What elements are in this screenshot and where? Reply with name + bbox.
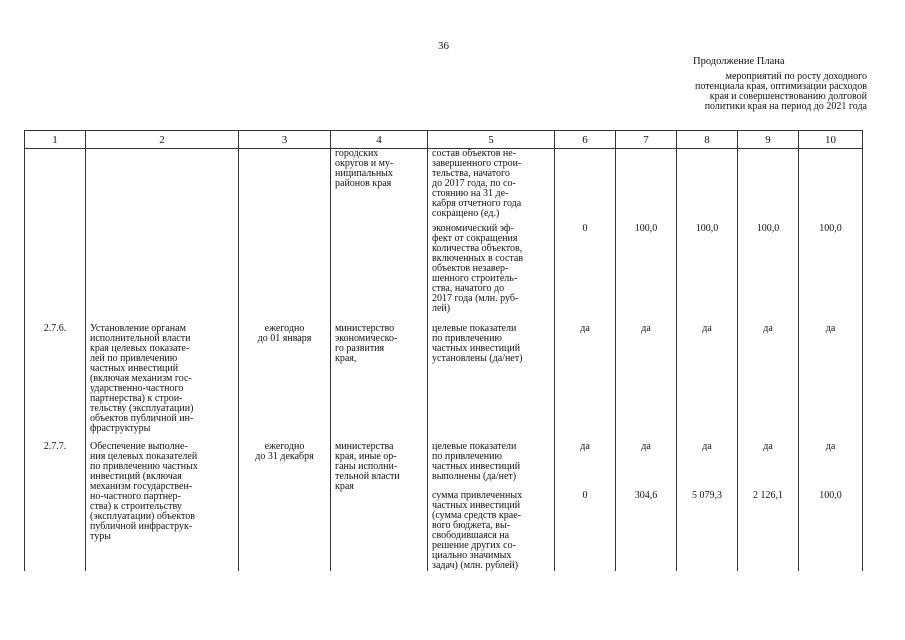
column-header: 9 [738,131,799,149]
text-line: экономический эф- [432,223,514,234]
text-line: установлены (да/нет) [432,353,523,364]
text-line: Установление органам [90,323,186,334]
text-line: ниципальных [335,168,393,179]
subtitle-line: потенциала края, оптимизации расходов [694,81,867,92]
plan-subtitle [655,72,867,112]
column-header: 3 [239,131,331,149]
row-number: 2.7.6. [25,324,86,442]
value: 0 [582,490,588,501]
executor-cell [331,324,428,442]
value-cell [738,442,799,571]
value: да [763,441,773,452]
indicator-cell [428,324,555,442]
text-line: задач) (млн. рублей) [432,560,519,571]
text-line: стоянию на 31 де- [432,188,509,199]
table-row [25,149,863,325]
value-cell: да [555,324,616,442]
column-header: 1 [25,131,86,149]
value: 0 [582,223,588,234]
text-line: ежегодно [264,323,305,334]
text-line: Обеспечение выполне- [90,441,188,452]
subtitle-line: края и совершенствованию долговой [709,91,867,102]
text-line: объектов незавер- [432,263,509,274]
text-line: туры [90,531,111,542]
text-line: министерство [335,323,395,334]
value: 100,0 [756,223,780,234]
text-line: ства) к строительству [90,501,182,512]
text-line: тельству (эксплуатации) [90,403,194,414]
deadline-cell [239,442,331,571]
value-cell [555,442,616,571]
text-line: районов края [335,178,392,189]
text-line: исполнительной власти [90,333,191,344]
text-line: ударственно-частного [90,383,184,394]
text-line: целевые показатели [432,323,517,334]
text-line: края целевых показате- [90,343,190,354]
column-number-row [25,131,863,149]
value-cell [555,149,616,325]
value: да [825,441,836,452]
text-line: экономическо- [335,333,398,344]
executor-cell [331,149,428,325]
description-cell [86,324,239,442]
value: да [702,441,712,452]
text-line: (включая механизм гос- [90,373,192,384]
column-header: 2 [86,131,239,149]
text-line: но-частного партнер- [90,491,181,502]
text-line: округов и му- [335,158,394,169]
text-line: го развития [335,343,385,354]
value: 5 079,3 [692,490,722,501]
indicator-cell [428,149,555,325]
text-line: частных инвестиций [432,500,521,511]
text-line: (эксплуатации) объектов [90,511,196,522]
continuation-title: Продолжение Плана [693,56,785,67]
text-line: частных инвестиций [432,461,521,472]
value-cell [616,149,677,325]
text-line: лей по привлечению [90,353,178,364]
text-line: состав объектов не- [432,148,517,159]
text-line: городских [335,148,379,159]
text-line: ежегодно [264,441,305,452]
text-line: до 2017 года, по со- [432,178,516,189]
indicator-block [432,491,550,571]
text-line: решение других со- [432,540,516,551]
indicator-cell [428,442,555,571]
text-line: министерства [335,441,394,452]
text-line: края, [335,353,357,364]
value: 100,0 [819,223,842,234]
text-line: по привлечению [432,451,502,462]
text-line: свободившаяся на [432,530,510,541]
text-line: завершенного строи- [432,158,522,169]
value-cell [677,442,738,571]
value: 304,6 [634,490,658,501]
text-line: количества объектов, [432,243,523,254]
value-cell: да [616,324,677,442]
text-line: до 01 января [257,333,312,344]
text-line: ганы исполни- [335,461,398,472]
value: 100,0 [695,223,719,234]
text-line: объектов публичной ин- [90,413,194,424]
value: да [641,441,651,452]
text-line: вого бюджета, вы- [432,520,511,531]
indicator-block [432,224,550,324]
text-line: сумма привлеченных [432,490,523,501]
text-line: механизм государствен- [90,481,193,492]
subtitle-line: мероприятий по росту доходного [725,71,867,82]
column-header: 4 [331,131,428,149]
column-header: 7 [616,131,677,149]
value-cell [616,442,677,571]
text-line: циально значимых [432,550,512,561]
text-line: сокращено (ед.) [432,208,500,219]
value: 100,0 [634,223,658,234]
text-line: края, иные ор- [335,451,397,462]
text-line: партнерства) к строи- [90,393,183,404]
text-line: частных инвестиций [90,363,179,374]
page-number: 36 [438,40,449,52]
value-cell [738,149,799,325]
table-row [25,324,863,442]
value-cell: да [738,324,799,442]
text-line: шенного строитель- [432,273,518,284]
text-line: до 31 декабря [255,451,314,462]
value: 2 126,1 [753,490,783,501]
value: 100,0 [819,490,842,501]
value-cell [799,442,863,571]
column-header: 10 [799,131,863,149]
text-line: включенных в состав [432,253,524,264]
value-cell [799,149,863,325]
row-number: 2.7.7. [25,442,86,571]
column-header: 6 [555,131,616,149]
text-line: ния целевых показателей [90,451,198,462]
subtitle-line: политики края на период до 2021 года [704,101,867,112]
text-line: по привлечению частных [90,461,198,472]
deadline-cell [239,324,331,442]
text-line: выполнены (да/нет) [432,471,517,482]
column-header: 8 [677,131,738,149]
text-line: фраструктуры [90,423,151,434]
indicator-block [432,149,550,224]
text-line: 2017 года (млн. руб- [432,293,519,304]
text-line: (сумма средств крае- [432,510,521,521]
text-line: тельной власти [335,471,400,482]
text-line: тельства, начатого [432,168,510,179]
text-line: края [335,481,354,492]
text-line: инвестиций (включая [90,471,182,482]
text-line: лей) [432,303,451,314]
plan-table [24,130,863,571]
value-cell: да [799,324,863,442]
column-header: 5 [428,131,555,149]
value-cell [677,149,738,325]
text-line: публичной инфраструк- [90,521,193,532]
indicator-block [432,442,550,491]
text-line: фект от сокращения [432,233,518,244]
text-line: частных инвестиций [432,343,521,354]
executor-cell [331,442,428,571]
text-line: целевые показатели [432,441,517,452]
description-cell [86,442,239,571]
text-line: по привлечению [432,333,502,344]
text-line: кабря отчетного года [432,198,522,209]
table-row [25,442,863,571]
value-cell: да [677,324,738,442]
text-line: ства, начатого до [432,283,505,294]
value: да [580,441,590,452]
